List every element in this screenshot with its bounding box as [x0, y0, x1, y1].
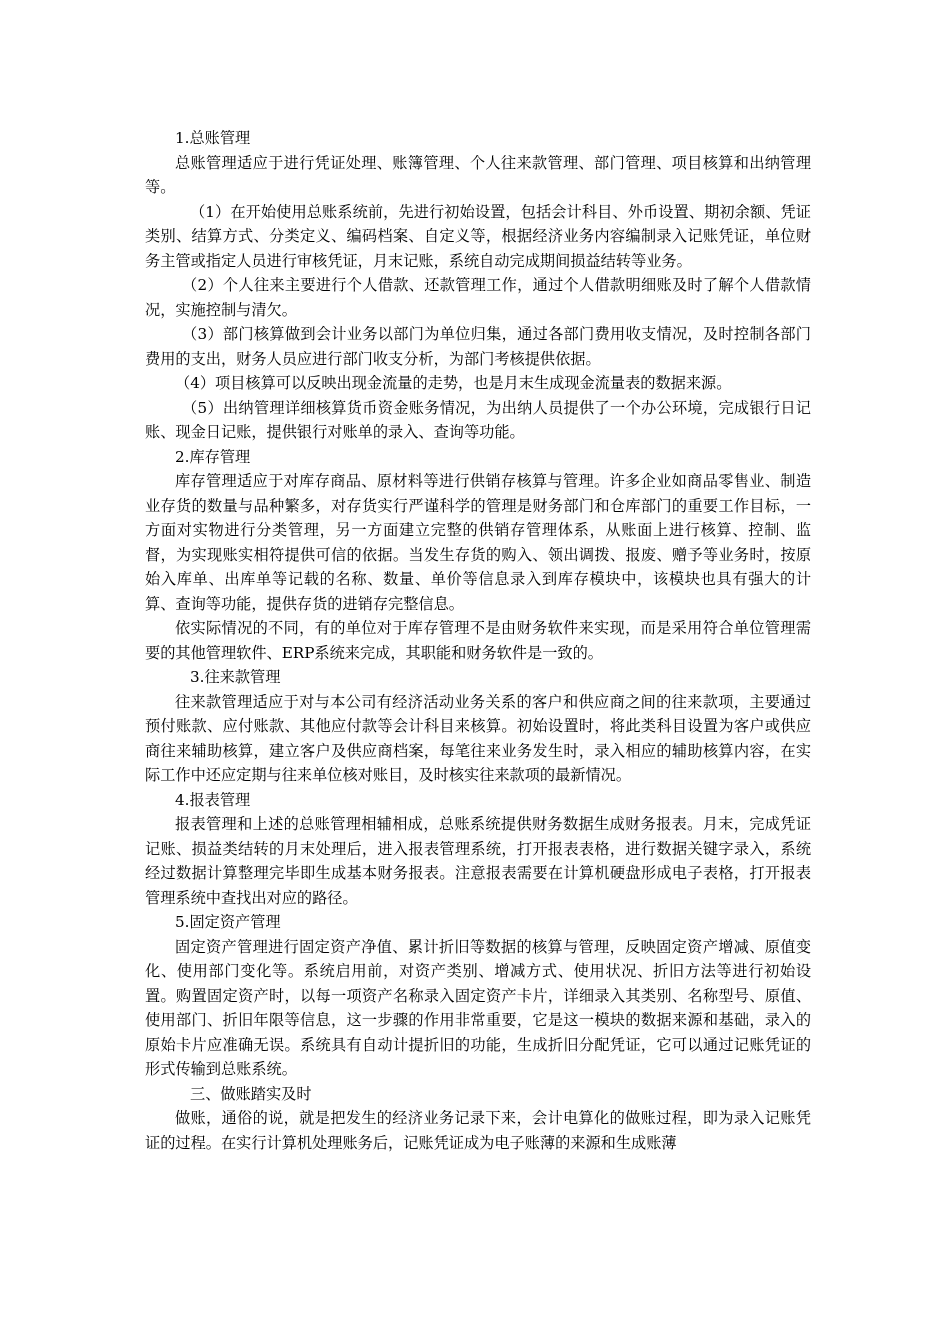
heading-receivables: 3.往来款管理 [190, 668, 281, 686]
heading-fixed-assets: 5.固定资产管理 [175, 913, 281, 931]
paragraph: （3）部门核算做到会计业务以部门为单位归集，通过各部门费用收支情况，及时控制各部门费用的支出，财务人员应进行部门收支分析，为部门考核提供依据。 [145, 325, 811, 368]
paragraph: 库存管理适应于对库存商品、原材料等进行供销存核算与管理。许多企业如商品零售业、制造业存货的数量与品种繁多，对存货实行严谨科学的管理是财务部门和仓库部门的重要工作目标，一方面对实物进行分类管理，另一方面建立完整的供销存管理体系，从账面上进行核算、控制、监督，为实现账实相符提供可信的依据。当发生存货的购入、领出调拨、报废、赠予等业务时，按原始入库单、出库单等记载的名称、数量、单价等信息录入到库存模块中，该模块也具有强大的计算、查询等功能，提供存货的进销存完整信息。 [145, 472, 811, 613]
paragraph: 固定资产管理进行固定资产净值、累计折旧等数据的核算与管理，反映固定资产增减、原值变化、使用部门变化等。系统启用前，对资产类别、增减方式、使用状况、折旧方法等进行初始设置。购置固定资产时，以每一项资产名称录入固定资产卡片，详细录入其类别、名称型号、原值、使用部门、折旧年限等信息，这一步骤的作用非常重要，它是这一模块的数据来源和基础，录入的原始卡片应准确无误。系统具有自动计提折旧的功能，生成折旧分配凭证，它可以通过记账凭证的形式传输到总账系统。 [145, 937, 811, 1078]
heading-section-three: 三、做账踏实及时 [190, 1084, 312, 1103]
paragraph: 做账，通俗的说，就是把发生的经济业务记录下来，会计电算化的做账过程，即为录入记账凭证的过程。在实行计算机处理账务后，记账凭证成为电子账薄的来源和生成账薄 [145, 1109, 811, 1152]
heading-reports: 4.报表管理 [175, 790, 251, 809]
paragraph: （5）出纳管理详细核算货币资金账务情况，为出纳人员提供了一个办公环境，完成银行日记账、现金日记账，提供银行对账单的录入、查询等功能。 [145, 398, 811, 441]
paragraph: （4）项目核算可以反映出现金流量的走势，也是月末生成现金流量表的数据来源。 [175, 374, 732, 392]
heading-general-ledger: 1.总账管理 [175, 129, 251, 147]
paragraph: 总账管理适应于进行凭证处理、账簿管理、个人往来款管理、部门管理、项目核算和出纳管理等。 [145, 153, 811, 196]
paragraph: 往来款管理适应于对与本公司有经济活动业务关系的客户和供应商之间的往来款项，主要通过预付账款、应付账款、其他应付款等会计科目来核算。初始设置时，将此类科目设置为客户或供应商往来辅助核算，建立客户及供应商档案，每笔往来业务发生时，录入相应的辅助核算内容，在实际工作中还应定期与往来单位核对账目，及时核实往来款项的最新情况。 [145, 692, 811, 784]
document-body [145, 126, 811, 1155]
paragraph: 报表管理和上述的总账管理相辅相成，总账系统提供财务数据生成财务报表。月末，完成凭证记账、损益类结转的月末处理后，进入报表管理系统，打开报表表格，进行数据关键字录入，系统经过数据计算整理完毕即生成基本财务报表。注意报表需要在计算机硬盘形成电子表格，打开报表管理系统中查找出对应的路径。 [145, 815, 811, 907]
paragraph: （2）个人往来主要进行个人借款、还款管理工作，通过个人借款明细账及时了解个人借款情况，实施控制与清欠。 [145, 276, 811, 319]
paragraph: 依实际情况的不同，有的单位对于库存管理不是由财务软件来实现，而是采用符合单位管理需要的其他管理软件、ERP系统来完成，其职能和财务软件是一致的。 [145, 619, 811, 662]
paragraph: （1）在开始使用总账系统前，先进行初始设置，包括会计科目、外币设置、期初余额、凭证类别、结算方式、分类定义、编码档案、自定义等，根据经济业务内容编制录入记账凭证，单位财务主管或指定人员进行审核凭证，月末记账，系统自动完成期间损益结转等业务。 [145, 202, 811, 270]
heading-inventory: 2.库存管理 [175, 447, 251, 466]
